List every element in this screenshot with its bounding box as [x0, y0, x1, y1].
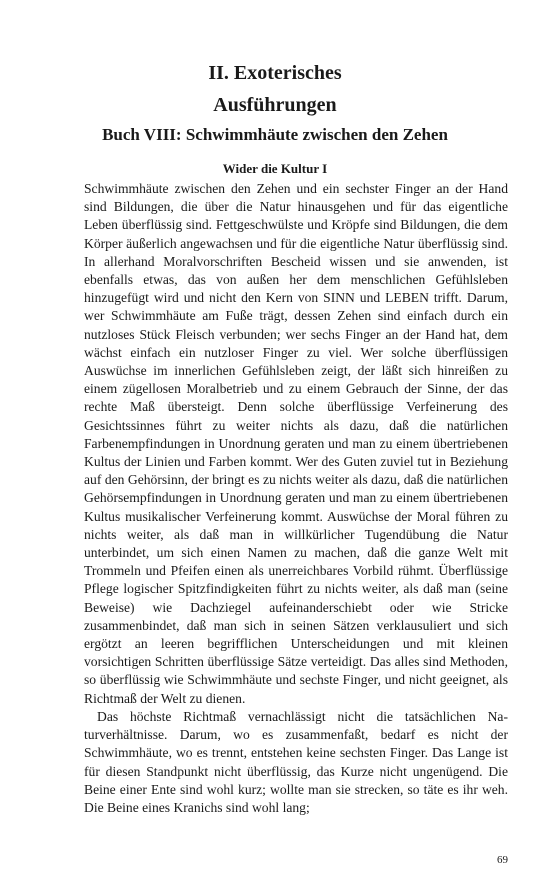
paragraph-1: Schwimmhäute zwischen den Zehen und ein sechster Finger an der Hand sind Bildungen, die über die Natur hinausgehen und für das eigentliche Leben überflüssig sind. Fettgeschwülste und Kröpfe sind Bildungen, die dem Körper äußerlich angewachsen und für die eigentliche Natur überflüssig sind. In allerhand Moralvorschriften Bescheid wissen und sie anwenden, ist ebenfalls etwas, das von außen her dem menschlichen Gefühlsleben hinzugefügt wird und nicht den Kern von SINN und LEBEN trifft. Darum, wer Schwimmhäute am Fuße trägt, dessen Zehen sind einfach durch ein nutzloses Stück Fleisch verbunden; wer sechs Finger an der Hand hat, dem wächst einfach ein nutzloser Finger zu viel. Wer solche überflüssigen Auswüchse im innerlichen Gefühlsleben zeigt, der läßt sich hinreißen zu einem zügellosen Moralbetrieb und zu einem Gebrauch der Sinne, der das rechte Maß übersteigt. Denn solche überflüssige Verfeinerung des Gesichtssinnes führt zu weiter nichts als dazu, daß die natürlichen Farbenempfindungen in Unordnung geraten und man zu einem übertriebenen Kultus der Linien und Farben kommt. Wer des Guten zuviel tut in Beziehung auf den Gehörsinn, der bringt es zu nichts weiter als dazu, daß die natürlichen Gehörsempfindungen in Unordnung geraten und man zu einem übertriebenen Kultus musikalischer Verfeinerung kommt. Auswüchse der Moral führen zu nichts weiter, als daß man in willkürlicher Tugendübung die Natur unterbindet, um sich einen Namen zu machen, daß die ganze Welt mit Trommeln und Pfeifen einen als unerreichbares Vorbild rühmt. Überflüssige Pflege logischer Spitzfindigkeiten führt zu nichts weiter, als daß man (seine Beweise) wie Dachziegel aufeinanderschiebt oder wie Stricke zusammenbindet, daß man sich in seinen Sätzen verklausuliert und sich ergötzt an leeren begrifflichen Unterscheidungen und mit kleinen vorsichtigen Schritten überflüssige Sätze verteidigt. Das alles sind Methoden, so überflüssig wie Schwimmhäute und sechste Finger, und nicht geeignet, als Richtmaß der Welt zu dienen.	[84, 181, 508, 706]
page-number: 69	[497, 854, 508, 866]
body-text	[84, 180, 508, 817]
part-title	[0, 57, 550, 121]
part-title-line2: Ausführungen	[213, 94, 337, 116]
paragraph-2: Das höchste Richtmaß vernachlässigt nicht die tatsächlichen Naturverhältnisse. Darum, wo es zusammenfaßt, bedarf es nicht der Schwimmhäute, wo es trennt, entstehen keine sechsten Finger. Das Lange ist für diesen Standpunkt nicht überflüssig, das Kurze nicht ungenügend. Die Beine einer Ente sind wohl kurz; wollte man sie strecken, so täte es ihr weh. Die Beine eines Kranichs sind wohl lang;	[84, 708, 508, 815]
book-title: Buch VIII: Schwimmhäute zwischen den Zehen	[102, 125, 448, 144]
section-title: Wider die Kultur I	[222, 161, 328, 176]
part-title-line1: II. Exoterisches	[208, 62, 342, 84]
